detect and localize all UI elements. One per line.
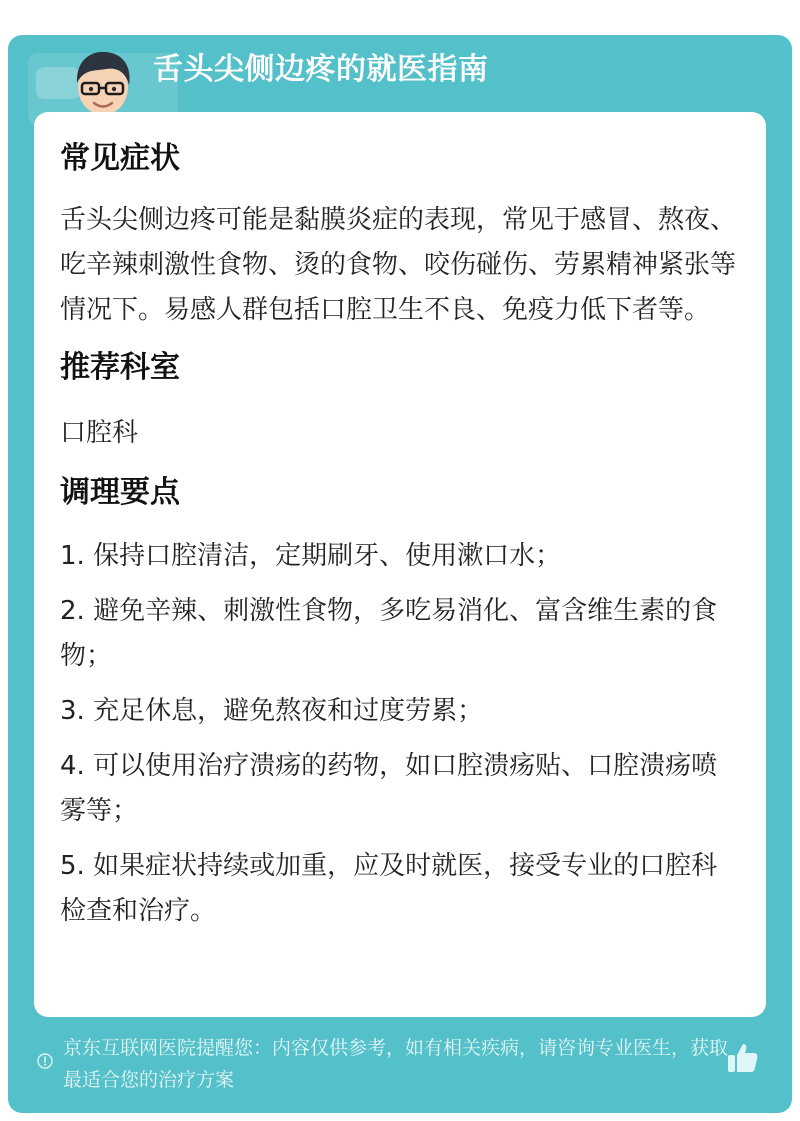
info-icon: [37, 1053, 53, 1069]
footer-notice-text: 京东互联网医院提醒您：内容仅供参考，如有相关疾病，请咨询专业医生，获取最适合您的治疗方案: [63, 1037, 729, 1091]
care-item: 3. 充足休息，避免熬夜和过度劳累；: [60, 696, 484, 726]
care-item: 2. 避免辛辣、刺激性食物，多吃易消化、富含维生素的食物；: [60, 596, 718, 671]
care-item: 1. 保持口腔清洁，定期刷牙、使用漱口水；: [60, 541, 562, 571]
symptoms-text: 舌头尖侧边疼可能是黏膜炎症的表现，常见于感冒、熬夜、吃辛辣刺激性食物、烫的食物、咬伤碰伤、劳累精神紧张等情况下。易感人群包括口腔卫生不良、免疫力低下者等。: [60, 205, 737, 325]
care-item: 4. 可以使用治疗溃疡的药物，如口腔溃疡贴、口腔溃疡喷雾等；: [60, 751, 718, 826]
department-title: 推荐科室: [60, 350, 180, 385]
thumbs-up-icon[interactable]: [724, 1040, 760, 1076]
care-title: 调理要点: [60, 475, 180, 510]
footer-notice: [34, 1032, 774, 1102]
care-item: 5. 如果症状持续或加重，应及时就医，接受专业的口腔科检查和治疗。: [60, 851, 718, 926]
page-title: 舌头尖侧边疼的就医指南: [153, 52, 489, 87]
symptoms-title: 常见症状: [60, 141, 180, 176]
department-text: 口腔科: [60, 418, 139, 448]
care-list: [60, 534, 740, 934]
content-card: [34, 112, 766, 1017]
guide-panel: [8, 35, 792, 1113]
